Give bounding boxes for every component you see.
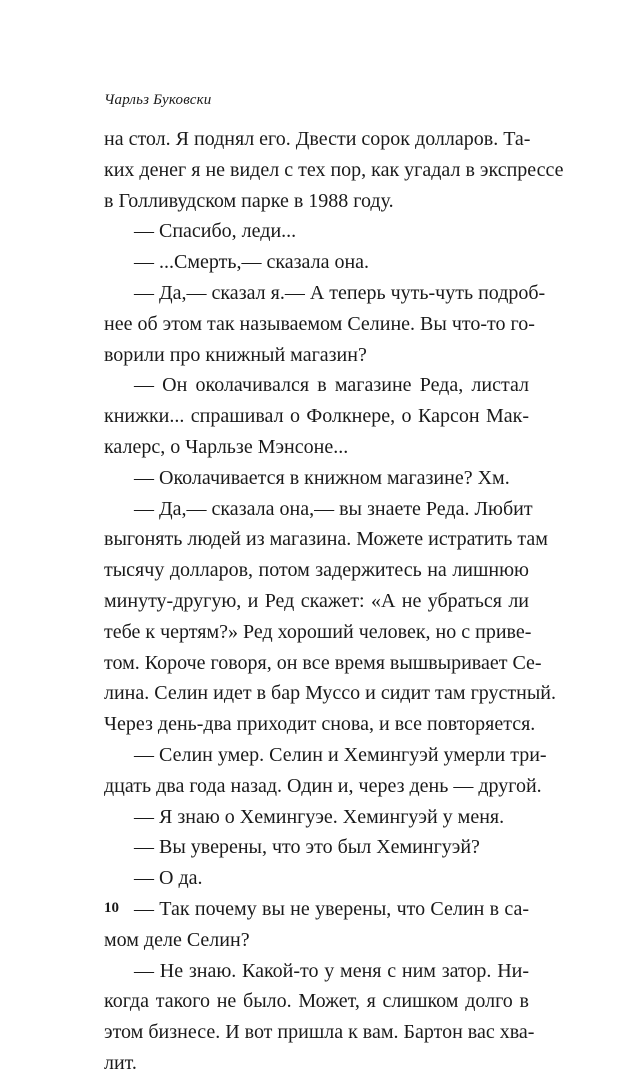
text-line: том. Короче говоря, он все время вышвыривает Се- [104, 651, 542, 674]
text-line: мом деле Селин? [104, 928, 250, 951]
text-line: книжки... спрашивал о Фолкнере, о Карсон Мак- [104, 405, 529, 428]
text-line: минуту-другую, и Ред скажет: «А не убраться ли [104, 589, 529, 612]
text-line: нее об этом так называемом Селине. Вы что-то го- [104, 312, 535, 335]
text-line: — Так почему вы не уверены, что Селин в са- [134, 897, 529, 920]
text-line: ких денег я не видел с тех пор, как угадал в экспрессе [104, 158, 564, 181]
text-line: дцать два года назад. Один и, через день — другой. [104, 774, 542, 797]
text-line: выгонять людей из магазина. Можете истратить там [104, 528, 548, 551]
text-line: когда такого не было. Может, я слишком долго в [104, 990, 529, 1013]
text-line: — Селин умер. Селин и Хемингуэй умерли три- [134, 743, 547, 766]
text-line: — Да,— сказал я.— А теперь чуть-чуть подроб- [134, 281, 546, 304]
text-line: — Не знаю. Какой-то у меня с ним затор. Ни- [134, 959, 529, 982]
page-number: 10 [104, 900, 119, 916]
text-line: — О да. [134, 867, 203, 890]
text-line: ворили про книжный магазин? [104, 343, 367, 366]
text-line: на стол. Я поднял его. Двести сорок долларов. Та- [104, 128, 531, 150]
text-line: в Голливудском парке в 1988 году. [104, 189, 394, 212]
text-line: — ...Смерть,— сказала она. [134, 251, 370, 274]
text-line: — Спасибо, леди... [134, 220, 297, 243]
text-line: калерс, о Чарльзе Мэнсоне... [104, 435, 349, 458]
text-line: тебе к чертям?» Ред хороший человек, но с приве- [104, 620, 532, 643]
text-line: — Да,— сказала она,— вы знаете Реда. Любит [134, 497, 533, 520]
text-line: этом бизнесе. И вот пришла к вам. Бартон вас хва- [104, 1021, 535, 1044]
text-line: лит. [104, 1051, 137, 1074]
running-head: Чарльз Буковски [104, 92, 212, 108]
body-text [104, 124, 564, 1079]
text-line: лина. Селин идет в бар Муссо и сидит там грустный. [104, 682, 556, 705]
text-line: — Вы уверены, что это был Хемингуэй? [134, 836, 480, 859]
text-line: Через день-два приходит снова, и все повторяется. [104, 713, 536, 736]
text-line: тысячу долларов, потом задержитесь на лишнюю [104, 559, 529, 582]
text-line: — Он околачивался в магазине Реда, листал [134, 374, 529, 397]
text-line: — Я знаю о Хемингуэе. Хемингуэй у меня. [134, 805, 505, 828]
text-line: — Околачивается в книжном магазине? Хм. [134, 466, 510, 489]
